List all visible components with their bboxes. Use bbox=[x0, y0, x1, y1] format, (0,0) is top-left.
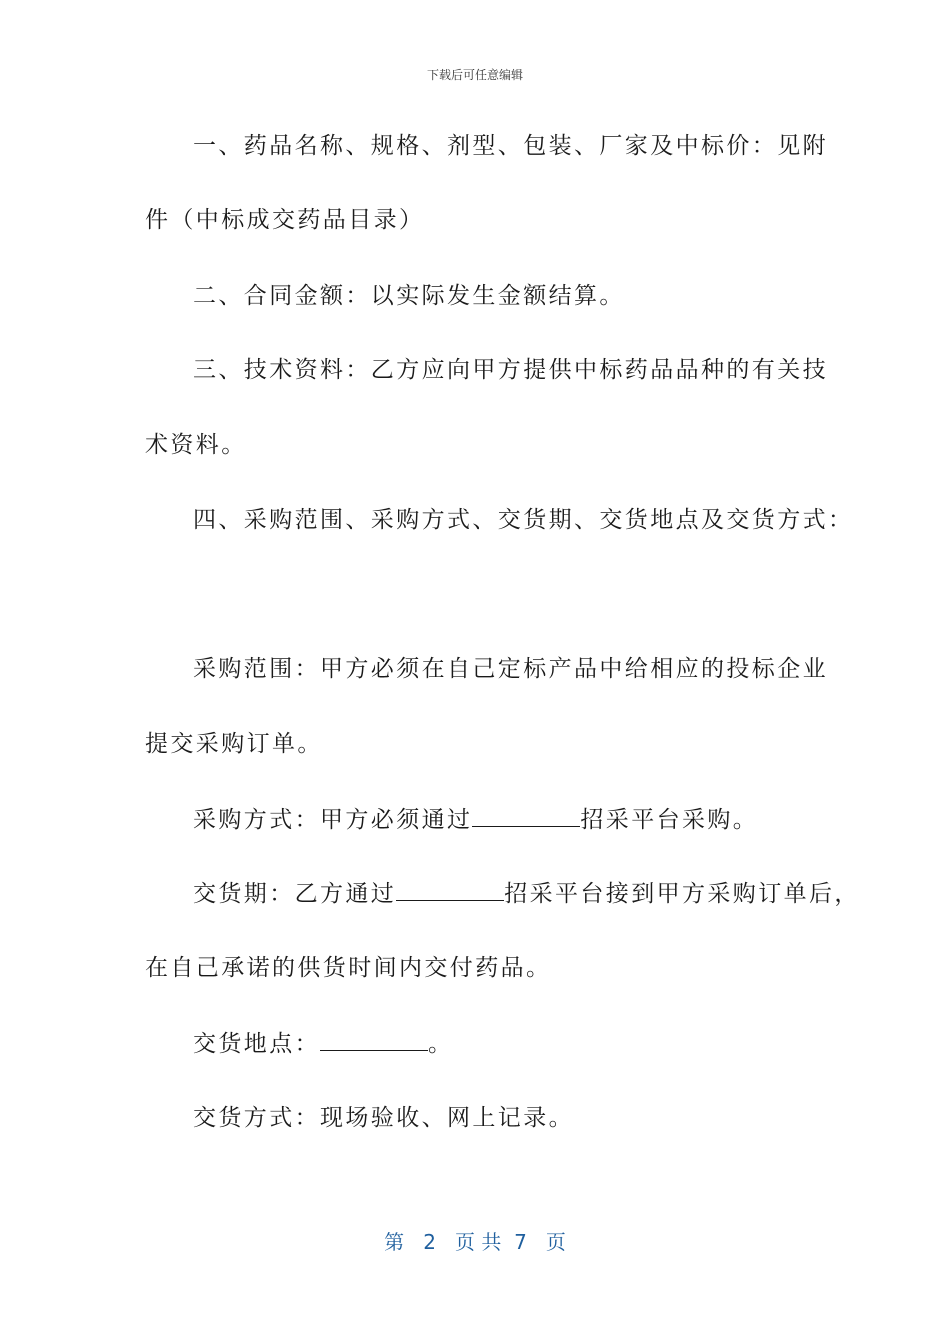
purchase-method-tail: 招采平台采购。 bbox=[580, 807, 759, 833]
purchase-method bbox=[193, 804, 758, 835]
platform-blank-1 bbox=[472, 804, 580, 827]
delivery-place-tail: 。 bbox=[428, 1031, 454, 1057]
purchase-scope-line-2: 提交采购订单。 bbox=[145, 731, 323, 757]
delivery-period-label: 交货期：乙方通过 bbox=[193, 881, 397, 907]
delivery-method: 交货方式：现场验收、网上记录。 bbox=[193, 1105, 574, 1131]
purchase-scope-line-1: 采购范围：甲方必须在自己定标产品中给相应的投标企业 bbox=[193, 656, 828, 682]
page-footer bbox=[0, 1226, 950, 1255]
delivery-place-blank bbox=[320, 1028, 428, 1051]
clause-1-line-1: 一、药品名称、规格、剂型、包装、厂家及中标价：见附 bbox=[193, 133, 828, 159]
footer-page-number: 2 bbox=[423, 1230, 436, 1254]
clause-3-line-2: 术资料。 bbox=[145, 432, 247, 458]
footer-gong: 共 bbox=[481, 1230, 502, 1254]
purchase-method-label: 采购方式：甲方必须通过 bbox=[193, 807, 473, 833]
delivery-place bbox=[193, 1028, 453, 1059]
delivery-place-label: 交货地点： bbox=[193, 1031, 320, 1057]
footer-total-pages: 7 bbox=[514, 1230, 527, 1254]
delivery-period-line-1 bbox=[193, 878, 860, 909]
footer-ye-2: 页 bbox=[545, 1230, 566, 1254]
footer-di: 第 bbox=[384, 1230, 405, 1254]
download-note: 下载后可任意编辑 bbox=[426, 68, 523, 82]
delivery-period-tail: 招采平台接到甲方采购订单后， bbox=[504, 881, 860, 907]
clause-4-heading: 四、采购范围、采购方式、交货期、交货地点及交货方式： bbox=[193, 507, 854, 533]
clause-2: 二、合同金额：以实际发生金额结算。 bbox=[193, 283, 625, 309]
clause-3-line-1: 三、技术资料：乙方应向甲方提供中标药品品种的有关技 bbox=[193, 357, 828, 383]
delivery-period-line-2: 在自己承诺的供货时间内交付药品。 bbox=[145, 955, 552, 981]
footer-ye: 页 bbox=[455, 1230, 475, 1254]
clause-1-line-2: 件（中标成交药品目录） bbox=[145, 207, 425, 233]
platform-blank-2 bbox=[396, 878, 504, 901]
